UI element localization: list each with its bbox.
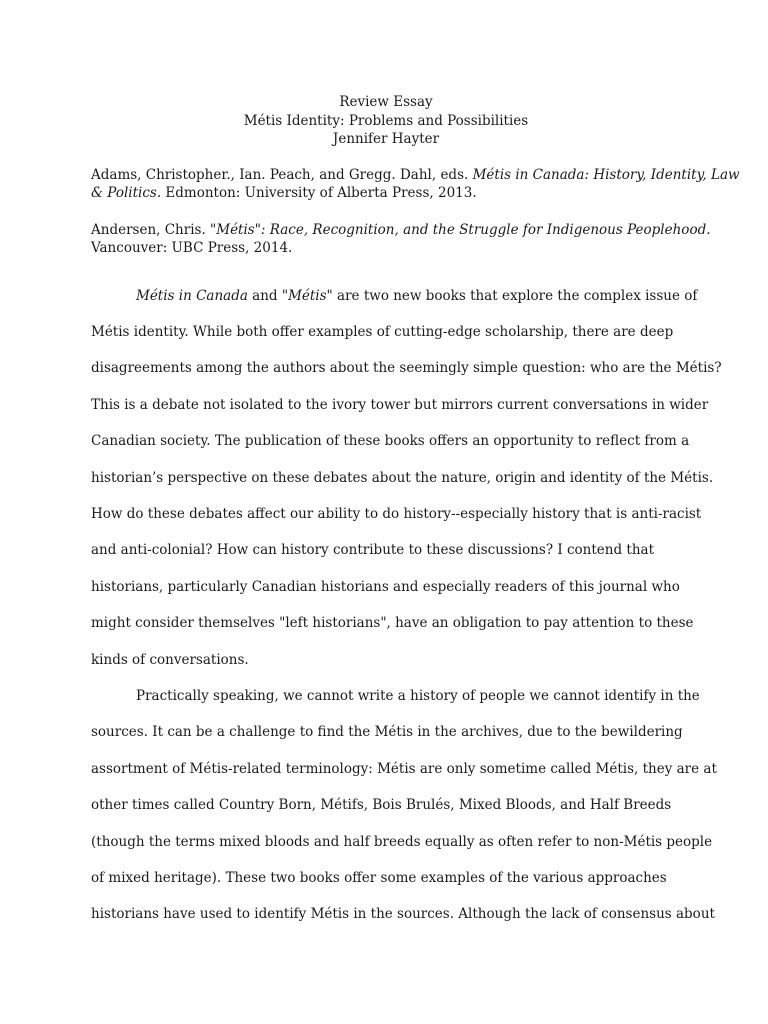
paragraph-line: Practically speaking, we cannot write a history of people we cannot identify in the	[136, 687, 700, 704]
citation-andersen	[91, 221, 711, 258]
paragraph-1	[91, 278, 722, 678]
essay-label: Review Essay	[339, 94, 433, 110]
essay-body	[91, 278, 722, 933]
citation-text: Vancouver: UBC Press, 2014.	[91, 240, 293, 256]
citation-text: Edmonton: University of Alberta Press, 2013.	[161, 185, 477, 201]
paragraph-line: disagreements among the authors about the seemingly simple question: who are the Métis?	[91, 360, 722, 377]
paragraph-line: sources. It can be a challenge to find the Métis in the archives, due to the bewildering	[91, 724, 683, 741]
citation-book-title: & Politics.	[91, 185, 162, 201]
paragraph-line: kinds of conversations.	[91, 651, 249, 668]
paragraph-line: historians have used to identify Métis in the sources. Although the lack of consensus about	[91, 906, 715, 923]
citation-line	[91, 166, 740, 185]
citation-adams	[91, 166, 740, 203]
paragraph-line: Métis identity. While both offer examples of cutting-edge scholarship, there are deep	[91, 323, 674, 340]
citation-line	[91, 221, 711, 240]
citation-text: Andersen, Chris.	[91, 221, 211, 238]
document-page	[91, 93, 740, 933]
book-title: Métis in Canada	[136, 287, 248, 304]
text-run: and	[247, 287, 282, 304]
paragraph-line: (though the terms mixed bloods and half breeds equally as often refer to non-Métis people	[91, 833, 713, 850]
paragraph-line: other times called Country Born, Métifs, Bois Brulés, Mixed Bloods, and Half Breeds	[91, 797, 672, 814]
paragraph-line: of mixed heritage). These two books offer some examples of the various approaches	[91, 870, 667, 886]
paragraph-line: assortment of Métis-related terminology: Métis are only sometime called Métis, they are at	[91, 760, 717, 777]
paragraph-line: historians, particularly Canadian historians and especially readers of this journal who	[91, 578, 680, 595]
essay-author: Jennifer Hayter	[332, 131, 440, 147]
book-title: "Métis"	[281, 287, 333, 304]
citation-text: Adams, Christopher., Ian. Peach, and Gregg. Dahl, eds.	[91, 166, 473, 183]
paragraph-2	[91, 678, 717, 933]
paragraph-line	[91, 278, 698, 314]
paragraph-line: How do these debates affect our ability to do history--especially history that is anti-racist	[91, 505, 702, 522]
citation-book-title: Métis in Canada: History, Identity, Law	[472, 166, 740, 183]
citation-line	[91, 239, 681, 258]
text-run: are two new books that explore the complex issue of	[332, 287, 698, 304]
citation-book-title: "Métis": Race, Recognition, and the Struggle for Indigenous Peoplehood.	[210, 221, 711, 238]
paragraph-line: This is a debate not isolated to the ivory tower but mirrors current conversations in wider	[91, 396, 709, 413]
citation-line	[91, 184, 681, 203]
essay-title: Métis Identity: Problems and Possibilities	[243, 112, 529, 129]
paragraph-line: and anti-colonial? How can history contribute to these discussions? I contend that	[91, 542, 654, 559]
essay-header	[91, 93, 681, 149]
paragraph-line: historian’s perspective on these debates about the nature, origin and identity of the Métis.	[91, 469, 714, 486]
paragraph-line: Canadian society. The publication of these books offers an opportunity to reflect from a	[91, 433, 690, 450]
paragraph-line: might consider themselves "left historians", have an obligation to pay attention to these	[91, 615, 694, 632]
